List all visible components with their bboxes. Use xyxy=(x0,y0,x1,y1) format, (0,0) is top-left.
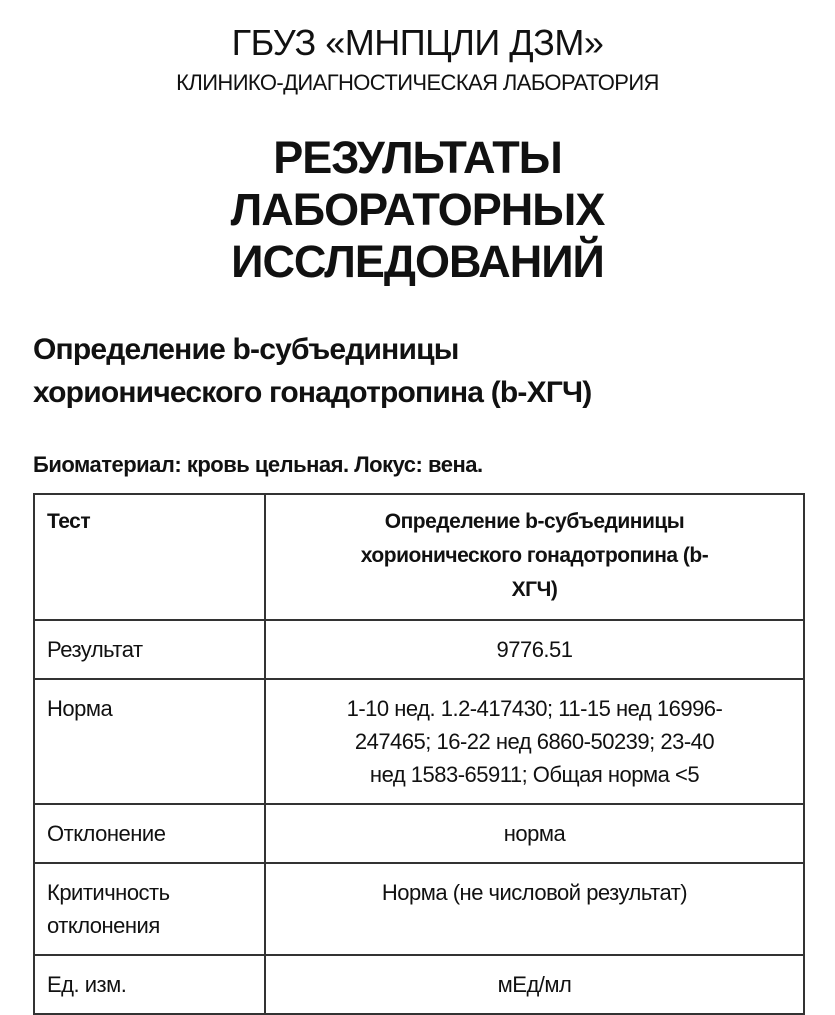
criticality-label-line: Критичность xyxy=(47,880,170,905)
study-name xyxy=(33,328,592,414)
study-name-line: Определение b-субъединицы xyxy=(33,333,459,366)
deviation-label: Отклонение xyxy=(34,804,265,863)
table-row xyxy=(34,620,804,679)
title-line: РЕЗУЛЬТАТЫ xyxy=(273,132,562,183)
study-name-line: хорионического гонадотропина (b-ХГЧ) xyxy=(33,376,592,409)
criticality-label xyxy=(34,863,265,955)
deviation-value: норма xyxy=(265,804,804,863)
laboratory-name: КЛИНИКО-ДИАГНОСТИЧЕСКАЯ ЛАБОРАТОРИЯ xyxy=(176,70,659,95)
unit-value: мЕд/мл xyxy=(265,955,804,1014)
results-table xyxy=(33,493,805,1015)
test-label: Тест xyxy=(34,494,265,620)
norm-value-line: нед 1583-65911; Общая норма <5 xyxy=(369,762,700,787)
norm-value-line: 247465; 16-22 нед 6860-50239; 23-40 xyxy=(354,729,715,754)
norm-label: Норма xyxy=(34,679,265,804)
test-value-line: Определение b-субъединицы xyxy=(384,510,685,533)
table-row xyxy=(34,863,804,955)
table-row xyxy=(34,494,804,620)
biomaterial-info: Биоматериал: кровь цельная. Локус: вена. xyxy=(33,452,483,477)
norm-value xyxy=(265,679,804,804)
test-value-line: хорионического гонадотропина (b- xyxy=(360,544,709,567)
page-title xyxy=(0,132,835,288)
title-line: ИССЛЕДОВАНИЙ xyxy=(231,236,604,287)
criticality-value: Норма (не числовой результат) xyxy=(265,863,804,955)
organization-name: ГБУЗ «МНПЦЛИ ДЗМ» xyxy=(231,22,604,63)
result-value: 9776.51 xyxy=(265,620,804,679)
unit-label: Ед. изм. xyxy=(34,955,265,1014)
criticality-label-line: отклонения xyxy=(47,913,160,938)
result-label: Результат xyxy=(34,620,265,679)
test-value-line: ХГЧ) xyxy=(511,578,558,601)
norm-value-line: 1-10 нед. 1.2-417430; 11-15 нед 16996- xyxy=(346,696,723,721)
test-value xyxy=(265,494,804,620)
title-line: ЛАБОРАТОРНЫХ xyxy=(230,184,605,235)
table-row xyxy=(34,955,804,1014)
table-row xyxy=(34,804,804,863)
table-row xyxy=(34,679,804,804)
